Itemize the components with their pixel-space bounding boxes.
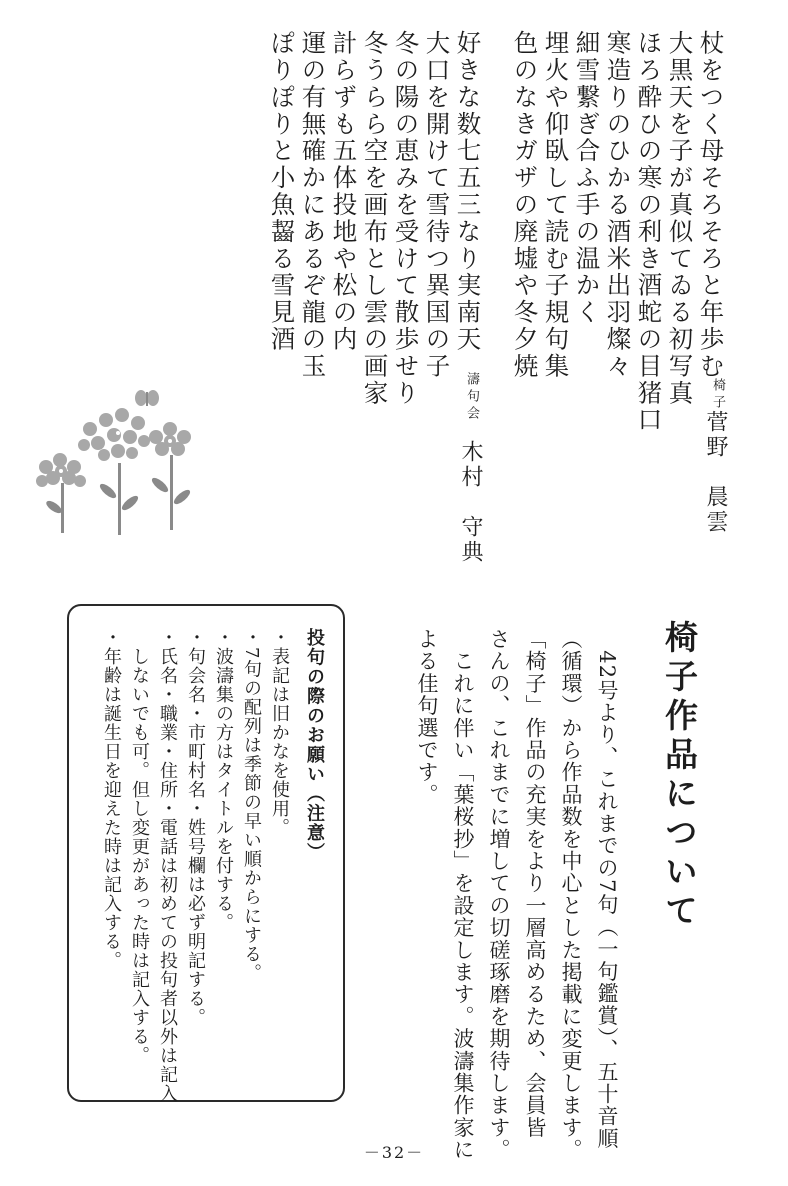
article-title: 椅子作品について	[660, 620, 699, 932]
butterfly-icon	[135, 390, 159, 406]
poem-line: 大黒天を子が真似てゐる初写真	[665, 30, 695, 407]
poem-line: 計らずも五体投地や松の内	[329, 30, 359, 353]
page-number: －32－	[363, 1143, 425, 1162]
poem-line: ほろ酔ひの寒の利き酒蛇の目猪口	[634, 30, 664, 434]
article-line: （循環）から作品数を中心とした掲載に変更します。	[559, 628, 583, 1161]
poem-line: 運の有無確かにあるぞ龍の玉	[298, 30, 328, 380]
author-group: 椅子	[710, 378, 725, 412]
article-line: これに伴い「葉桜抄」を設定します。波濤集作家に	[451, 628, 475, 1161]
author-name: 木村 守典	[458, 440, 483, 565]
poem-line: 大口を開けて雪待つ異国の子	[422, 30, 452, 380]
poem-line: ぽりぽりと小魚齧る雪見酒	[267, 30, 297, 353]
poem-line: 埋火や仰臥して読む子規句集	[541, 30, 571, 380]
article-line: 「椅子」作品の充実をより一層高めるため、会員皆	[523, 628, 547, 1139]
notice-item: ・氏名・職業・住所・電話は初めての投句者以外は記入	[157, 628, 178, 1103]
poem-line: 冬うらら空を画布とし雲の画家	[360, 30, 390, 407]
notice-item: ・表記は旧かなを使用。	[269, 628, 290, 837]
poem-line: 好きな数七五三なり実南天	[453, 30, 483, 353]
notice-item: ・年齢は誕生日を迎えた時は記入する。	[101, 628, 122, 970]
poem-line: 細雪繋ぎ合ふ手の温かく	[572, 30, 602, 326]
notice-item: ・波濤集の方はタイトルを付する。	[213, 628, 234, 932]
poem-line: 寒造りのひかる酒米出羽燦々	[603, 30, 633, 380]
notice-item: ・句会名・市町村名・姓号欄は必ず明記する。	[185, 628, 206, 1027]
poem-line: 冬の陽の恵みを受けて散歩せり	[391, 30, 421, 407]
article-line: よる佳句選です。	[415, 628, 439, 806]
author-group: 濤句会	[464, 372, 479, 423]
article-line: さんの、これまでに増しての切磋琢磨を期待します。	[487, 628, 511, 1161]
poem-line: 杖をつく母そろそろと年歩む	[696, 30, 726, 380]
article-line: 42号より、これまでの7句（一句鑑賞）、五十音順	[595, 628, 619, 1150]
author-name: 菅野 晨雲	[703, 410, 728, 535]
notice-item: ・7句の配列は季節の早い順からにする。	[241, 628, 262, 983]
notice-item: しないでも可。但し変更があった時は記入する。	[129, 628, 150, 1065]
flower-illustration	[20, 385, 210, 540]
notice-title: 投句の際のお願い（注意）	[304, 628, 325, 862]
poem-line: 色のなきガザの廃墟や冬夕焼	[510, 30, 540, 380]
